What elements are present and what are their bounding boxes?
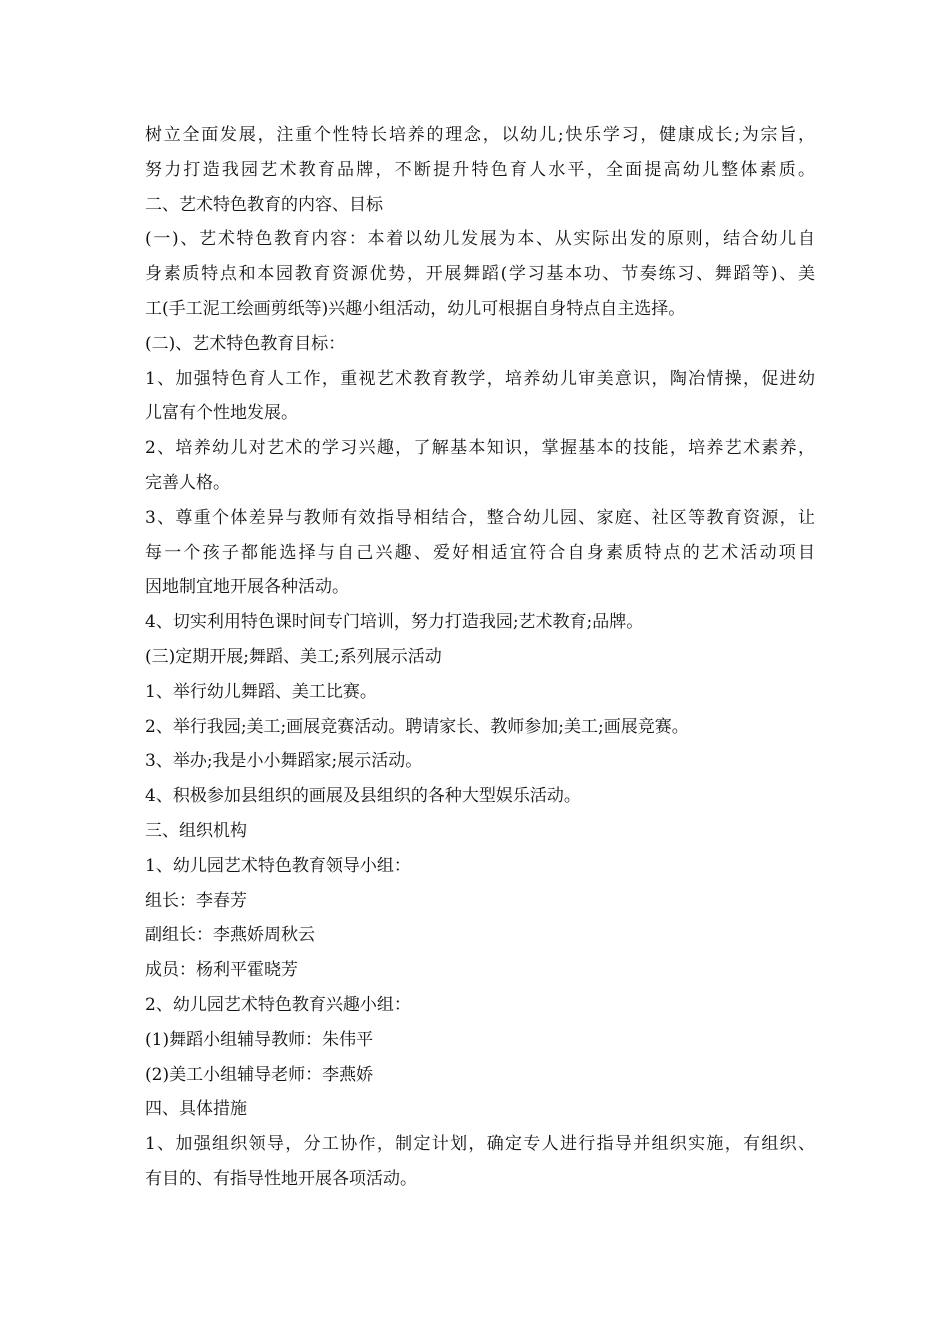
document-body xyxy=(145,118,815,1197)
text-line: 儿富有个性地发展。 xyxy=(145,403,298,424)
text-line: (一)、艺术特色教育内容：本着以幼儿发展为本、从实际出发的原则，结合幼儿自 xyxy=(145,229,815,250)
text-line: 每一个孩子都能选择与自己兴趣、爱好相适宜符合自身素质特点的艺术活动项目 xyxy=(145,542,815,563)
text-line: 2、举行我园;美工;画展竞赛活动。聘请家长、教师参加;美工;画展竞赛。 xyxy=(145,716,689,737)
text-line: 组长：李春芳 xyxy=(145,890,247,911)
subsection-heading: (二)、艺术特色教育目标： xyxy=(145,333,346,354)
text-line: 努力打造我园艺术教育品牌，不断提升特色育人水平，全面提高幼儿整体素质。 xyxy=(145,159,815,180)
text-line: 2、培养幼儿对艺术的学习兴趣，了解基本知识，掌握基本的技能，培养艺术素养， xyxy=(145,438,815,459)
text-line: 1、加强组织领导，分工协作，制定计划，确定专人进行指导并组织实施，有组织、 xyxy=(145,1134,815,1155)
text-line: 3、尊重个体差异与教师有效指导相结合，整合幼儿园、家庭、社区等教育资源，让 xyxy=(145,507,815,528)
text-line: 因地制宜地开展各种活动。 xyxy=(145,577,349,598)
text-line: 4、切实利用特色课时间专门培训，努力打造我园;艺术教育;品牌。 xyxy=(145,612,644,633)
text-line: 3、举办;我是小小舞蹈家;展示活动。 xyxy=(145,751,423,772)
text-line: 1、举行幼儿舞蹈、美工比赛。 xyxy=(145,681,377,702)
text-line: (2)美工小组辅导老师：李燕娇 xyxy=(145,1064,374,1085)
text-line: 2、幼儿园艺术特色教育兴趣小组： xyxy=(145,994,411,1015)
text-line: 副组长：李燕娇周秋云 xyxy=(145,925,315,946)
text-line: 成员：杨利平霍晓芳 xyxy=(145,960,298,981)
section-heading: 三、组织机构 xyxy=(145,820,247,841)
subsection-heading: (三)定期开展;舞蹈、美工;系列展示活动 xyxy=(145,646,442,667)
text-line: 身素质特点和本园教育资源优势，开展舞蹈(学习基本功、节奏练习、舞蹈等)、美 xyxy=(145,264,815,285)
section-heading: 四、具体措施 xyxy=(145,1099,247,1120)
text-line: 4、积极参加县组织的画展及县组织的各种大型娱乐活动。 xyxy=(145,786,581,807)
text-line: (1)舞蹈小组辅导教师：朱伟平 xyxy=(145,1029,374,1050)
text-line: 树立全面发展，注重个性特长培养的理念，以幼儿;快乐学习，健康成长;为宗旨， xyxy=(145,125,815,145)
text-line: 完善人格。 xyxy=(145,472,230,493)
text-line: 1、加强特色育人工作，重视艺术教育教学，培养幼儿审美意识，陶冶情操，促进幼 xyxy=(145,368,815,389)
text-line: 工(手工泥工绘画剪纸等)兴趣小组活动，幼儿可根据自身特点自主选择。 xyxy=(145,298,686,319)
section-heading: 二、艺术特色教育的内容、目标 xyxy=(145,194,383,215)
text-line: 有目的、有指导性地开展各项活动。 xyxy=(145,1168,417,1189)
text-line: 1、幼儿园艺术特色教育领导小组： xyxy=(145,855,411,876)
